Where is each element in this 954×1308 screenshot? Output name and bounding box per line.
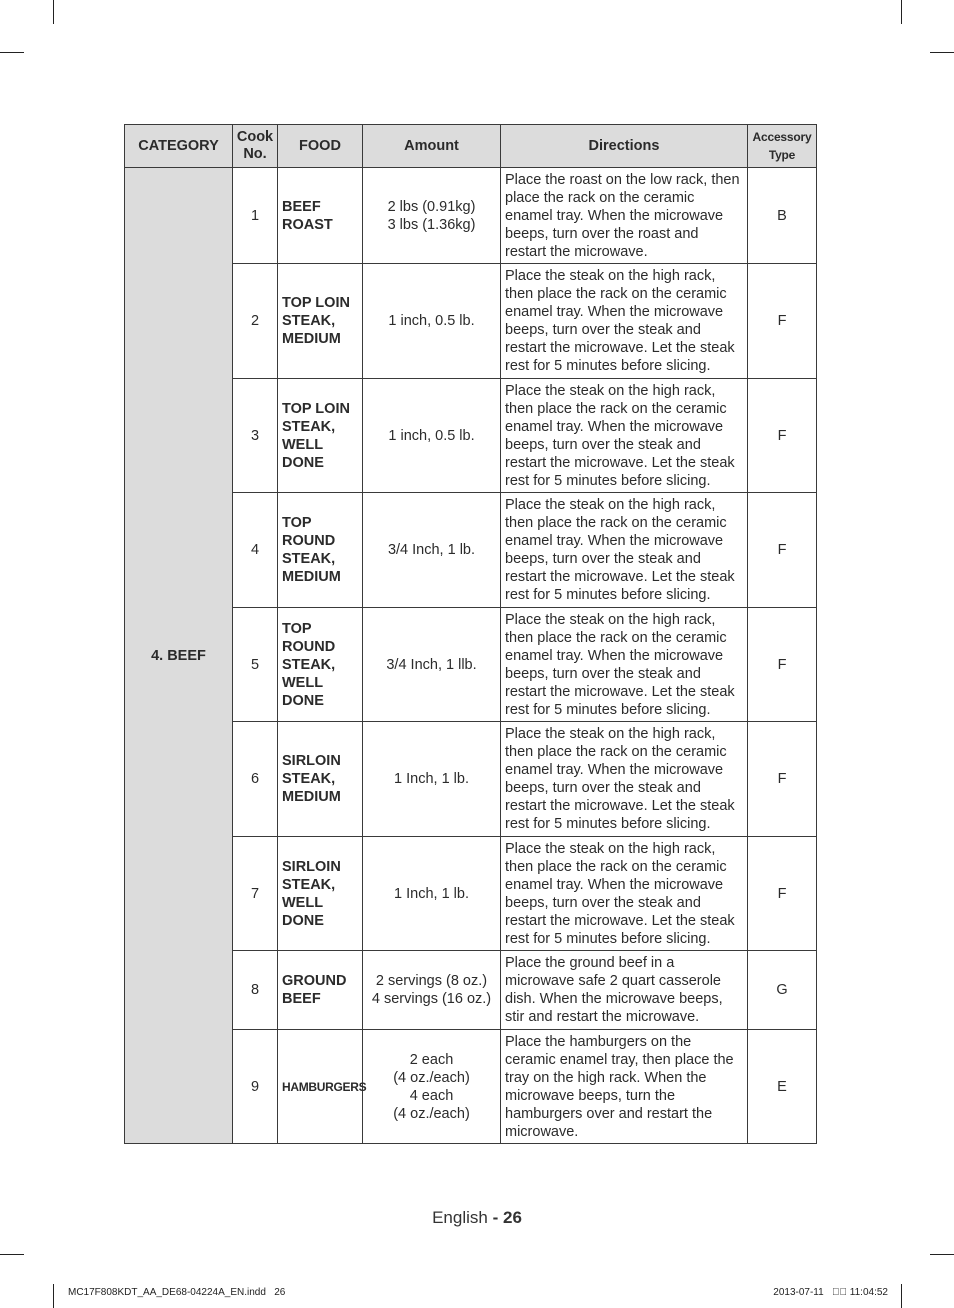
accessory-type: F (748, 379, 817, 493)
amount-text: 1 inch, 0.5 lb. (388, 427, 475, 444)
amount-text: 3/4 Inch, 1 llb. (386, 656, 477, 673)
crop-mark (0, 1254, 24, 1255)
header-accessory-label: Accessory Type (752, 130, 812, 162)
cooking-guide-table (124, 124, 817, 1144)
accessory-type: F (748, 608, 817, 722)
food-name-text: BEEF ROAST (282, 198, 333, 233)
food-name-text: HAMBURGERS (282, 1079, 367, 1094)
food-name (278, 1030, 367, 1144)
crop-mark (0, 52, 24, 53)
amount-text: 2 lbs (0.91kg) 3 lbs (1.36kg) (387, 198, 476, 233)
footer-timestamp: 2013-07-11 ￿￿ 11:04:52 (773, 1287, 888, 1298)
crop-mark (930, 52, 954, 53)
header-amount: Amount (363, 125, 501, 168)
accessory-type: G (748, 951, 817, 1030)
food-name (278, 493, 363, 608)
amount (363, 493, 501, 608)
accessory-type: B (748, 168, 817, 264)
food-name-text: TOP LOIN STEAK, WELL DONE (282, 400, 350, 471)
food-name-text: GROUND BEEF (282, 973, 347, 1007)
food-name-text: SIRLOIN STEAK, WELL DONE (282, 858, 341, 929)
directions: Place the hamburgers on the ceramic enamel tray, then place the tray on the high rack. When the microwave beeps, turn the hamburgers over and restart the microwave. (501, 1030, 748, 1144)
amount (363, 837, 501, 951)
directions: Place the steak on the high rack, then place the rack on the ceramic enamel tray. When the microwave beeps, turn over the steak and restart the microwave. Let the steak rest for 5 minutes before slicing. (501, 608, 748, 722)
cook-no: 1 (233, 168, 278, 264)
crop-mark (53, 0, 54, 24)
cook-no: 7 (233, 837, 278, 951)
accessory-type: F (748, 493, 817, 608)
cook-no: 3 (233, 379, 278, 493)
food-name-text: TOP LOIN STEAK, MEDIUM (282, 295, 350, 347)
food-name (278, 608, 363, 722)
page-separator: - (492, 1208, 499, 1227)
food-name (278, 168, 363, 264)
amount (363, 379, 501, 493)
cook-no: 4 (233, 493, 278, 608)
amount (363, 608, 501, 722)
header-accessory-type (748, 125, 817, 168)
accessory-type: E (748, 1030, 817, 1144)
cook-no: 8 (233, 951, 278, 1030)
crop-mark (901, 0, 902, 24)
food-name-text: TOP ROUND STEAK, MEDIUM (282, 515, 341, 585)
directions: Place the roast on the low rack, then place the rack on the ceramic enamel tray. When the microwave beeps, turn over the roast and restart the microwave. (501, 168, 748, 264)
food-name (278, 722, 363, 837)
amount-text: 2 each (4 oz./each) 4 each (4 oz./each) (393, 1051, 470, 1122)
accessory-type: F (748, 264, 817, 379)
food-name (278, 837, 363, 951)
accessory-type: F (748, 837, 817, 951)
amount-text: 1 Inch, 1 lb. (394, 885, 469, 902)
directions: Place the ground beef in a microwave safe 2 quart casserole dish. When the microwave beeps, stir and restart the microwave. (501, 951, 748, 1030)
directions: Place the steak on the high rack, then place the rack on the ceramic enamel tray. When the microwave beeps, turn over the steak and restart the microwave. Let the steak rest for 5 minutes before slicing. (501, 837, 748, 951)
directions: Place the steak on the high rack, then place the rack on the ceramic enamel tray. When the microwave beeps, turn over the steak and restart the microwave. Let the steak rest for 5 minutes before slicing. (501, 264, 748, 379)
cook-no: 2 (233, 264, 278, 379)
header-food: FOOD (278, 125, 363, 168)
crop-mark (930, 1254, 954, 1255)
cook-no: 5 (233, 608, 278, 722)
category-cell: 4. BEEF (125, 168, 233, 1144)
directions: Place the steak on the high rack, then place the rack on the ceramic enamel tray. When the microwave beeps, turn over the steak and restart the microwave. Let the steak rest for 5 minutes before slicing. (501, 493, 748, 608)
accessory-type: F (748, 722, 817, 837)
amount (363, 722, 501, 837)
amount (363, 951, 501, 1030)
page-number (0, 1208, 954, 1228)
directions: Place the steak on the high rack, then place the rack on the ceramic enamel tray. When the microwave beeps, turn over the steak and restart the microwave. Let the steak rest for 5 minutes before slicing. (501, 379, 748, 493)
amount-text: 2 servings (8 oz.) 4 servings (16 oz.) (371, 973, 492, 1007)
footer-file-info: MC17F808KDT_AA_DE68-04224A_EN.indd 26 (68, 1287, 286, 1298)
crop-mark (901, 1284, 902, 1308)
food-name-text: SIRLOIN STEAK, MEDIUM (282, 753, 341, 805)
amount-text: 3/4 Inch, 1 lb. (387, 542, 476, 558)
amount (363, 168, 501, 264)
amount-text: 1 inch, 0.5 lb. (388, 313, 475, 329)
header-cook-no-label: Cook No. (236, 129, 274, 162)
cook-no: 6 (233, 722, 278, 837)
amount (363, 1030, 501, 1144)
food-name (278, 951, 363, 1030)
table-header-row (125, 125, 817, 168)
amount-text: 1 Inch, 1 lb. (394, 771, 469, 787)
header-cook-no (233, 125, 278, 168)
food-name (278, 264, 363, 379)
page-language: English (432, 1208, 488, 1227)
directions: Place the steak on the high rack, then place the rack on the ceramic enamel tray. When the microwave beeps, turn over the steak and restart the microwave. Let the steak rest for 5 minutes before slicing. (501, 722, 748, 837)
cook-no: 9 (233, 1030, 278, 1144)
crop-mark (53, 1284, 54, 1308)
header-category: CATEGORY (125, 125, 233, 168)
header-directions: Directions (501, 125, 748, 168)
food-name-text: TOP ROUND STEAK, WELL DONE (282, 620, 336, 709)
page-number-value: 26 (502, 1208, 522, 1227)
table-row (125, 168, 817, 264)
amount (363, 264, 501, 379)
food-name (278, 379, 363, 493)
